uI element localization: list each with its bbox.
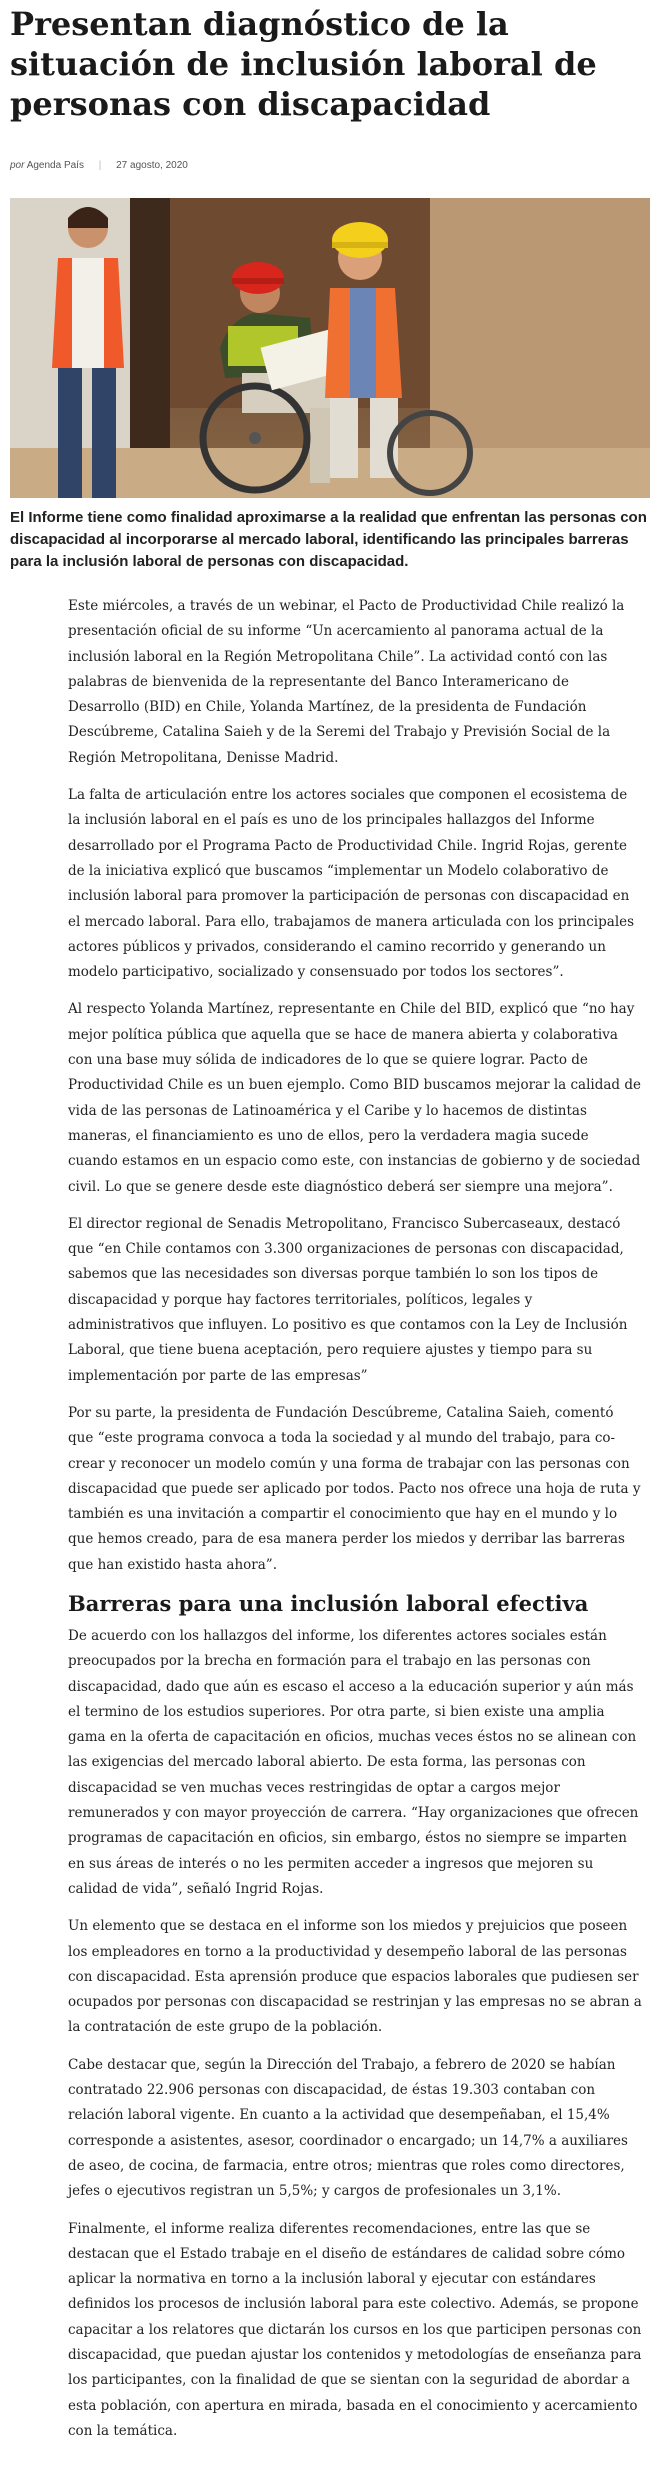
- article-meta: [10, 160, 188, 171]
- paragraph: La falta de articulación entre los actores sociales que componen el ecosistema de la inclusión laboral en el país es uno de los principales hallazgos del Informe desarrollado por el Programa Pacto de Productividad Chile. Ingrid Rojas, gerente de la iniciativa explicó que buscamos “implementar un Modelo colaborativo de inclusión laboral para promover la participación de personas con discapacidad en el mercado laboral. Para ello, trabajamos de manera articulada con los principales actores públicos y privados, considerando el camino recorrido y generando un modelo participativo, socializado y consensuado por todos los sectores”.: [68, 787, 635, 981]
- paragraph: Finalmente, el informe realiza diferentes recomendaciones, entre las que se destacan que el Estado trabaje en el diseño de estándares de calidad sobre cómo aplicar la normativa en torno a la inclusión laboral y ejecutar con estándares definidos los procesos de inclusión laboral para este colectivo. Además, se propone capacitar a los relatores que dictarán los cursos en los que participen personas con discapacidad, que puedan ajustar los contenidos y metodologías de enseñanza para los participantes, con la finalidad de que se sientan con la seguridad de abordar a esta población, con apertura en mirada, basada en el conocimiento y acercamiento con la temática.: [68, 2220, 642, 2439]
- section-heading: Barreras para una inclusión laboral efectiva: [68, 1590, 589, 1616]
- hero-photo-illustration: [10, 198, 650, 498]
- meta-separator: |: [98, 160, 102, 171]
- hero-photo: [10, 198, 650, 498]
- article-title: Presentan diagnóstico de la situación de inclusión laboral de personas con discapacidad: [10, 5, 597, 123]
- paragraph: Un elemento que se destaca en el informe son los miedos y prejuicios que poseen los empleadores en torno a la productividad y desempeño laboral de las personas con discapacidad. Esta aprensión produce que espacios laborales que pudiesen ser ocupados por personas con discapacidad se restrinjan y las empresas no se abran a la contratación de este grupo de la población.: [68, 1918, 642, 2036]
- author-link[interactable]: Agenda País: [26, 160, 84, 171]
- paragraph: El director regional de Senadis Metropolitano, Francisco Subercaseaux, destacó que “en Chile contamos con 3.300 organizaciones de personas con discapacidad, sabemos que las necesidades son diversas porque también lo son los tipos de discapacidad y porque hay factores territoriales, políticos, legales y administrativos que influyen. Lo positivo es que contamos con la Ley de Inclusión Laboral, que tiene buena aceptación, pero requiere ajustes y tiempo para su implementación por parte de las empresas”: [68, 1215, 628, 1384]
- paragraph: Cabe destacar que, según la Dirección del Trabajo, a febrero de 2020 se habían contratado 22.906 personas con discapacidad, de éstas 19.303 contaban con relación laboral vigente. En cuanto a la actividad que desempeñaban, el 15,4% corresponde a asistentes, asesor, coordinador o encargado; un 14,7% a auxiliares de aseo, de cocina, de farmacia, entre otros; mientras que roles como directores, jefes o ejecutivos registran un 5,5%; y cargos de profesionales un 3,1%.: [68, 2056, 628, 2200]
- article-body: [68, 594, 642, 2456]
- paragraph: Al respecto Yolanda Martínez, representante en Chile del BID, explicó que “no hay mejor política pública que aquella que se hace de manera abierta y colaborativa con una base muy sólida de indicadores de lo que se quiere lograr. Pacto de Productividad Chile es un buen ejemplo. Como BID buscamos mejorar la calidad de vida de las personas de Latinoamérica y el Caribe y lo hacemos de distintas maneras, el financiamiento es uno de ellos, pero la verdadera magia sucede cuando estamos en un espacio como este, con instancias de gobierno y de sociedad civil. Lo que se genere desde este diagnóstico deberá ser siempre una mejora”.: [68, 1001, 641, 1195]
- photo-caption: El Informe tiene como finalidad aproximarse a la realidad que enfrentan las personas con discapacidad al incorporarse al mercado laboral, identificando las principales barreras para la inclusión laboral de personas con discapacidad.: [10, 509, 647, 570]
- paragraph: Por su parte, la presidenta de Fundación Descúbreme, Catalina Saieh, comentó que “este programa convoca a toda la sociedad y al mundo del trabajo, para co-crear y reconocer un modelo común y una forma de trabajar con las personas con discapacidad que puede ser aplicado por todos. Pacto nos ofrece una hoja de ruta y también es una invitación a compartir el conocimiento que hay en el mundo y lo que hemos creado, para de esa manera perder los miedos y derribar las barreras que han existido hasta ahora”.: [68, 1404, 641, 1573]
- paragraph: Este miércoles, a través de un webinar, el Pacto de Productividad Chile realizó la presentación oficial de su informe “Un acercamiento al panorama actual de la inclusión laboral en la Región Metropolitana Chile”. La actividad contó con las palabras de bienvenida de la representante del Banco Interamericano de Desarrollo (BID) en Chile, Yolanda Martínez, de la presidenta de Fundación Descúbreme, Catalina Saieh y de la Seremi del Trabajo y Previsión Social de la Región Metropolitana, Denisse Madrid.: [68, 598, 625, 766]
- byline-prefix: por: [10, 160, 25, 171]
- paragraph: De acuerdo con los hallazgos del informe, los diferentes actores sociales están preocupados por la brecha en formación para el trabajo en las personas con discapacidad, dado que aún es escaso el acceso a la educación superior y aún más el termino de los estudios superiores. Por otra parte, si bien existe una amplia gama en la oferta de capacitación en oficios, muchas veces éstos no se alinean con las exigencias del mercado laboral abierto. De esta forma, las personas con discapacidad se ven muchas veces restringidas de optar a cargos mejor remunerados y con mayor proyección de carrera. “Hay organizaciones que ofrecen programas de capacitación en oficios, sin embargo, éstos no siempre se imparten en sus áreas de interés o no les permiten acceder a ingresos que mejoren su calidad de vida”, señaló Ingrid Rojas.: [68, 1627, 639, 1897]
- publish-date: 27 agosto, 2020: [116, 160, 188, 171]
